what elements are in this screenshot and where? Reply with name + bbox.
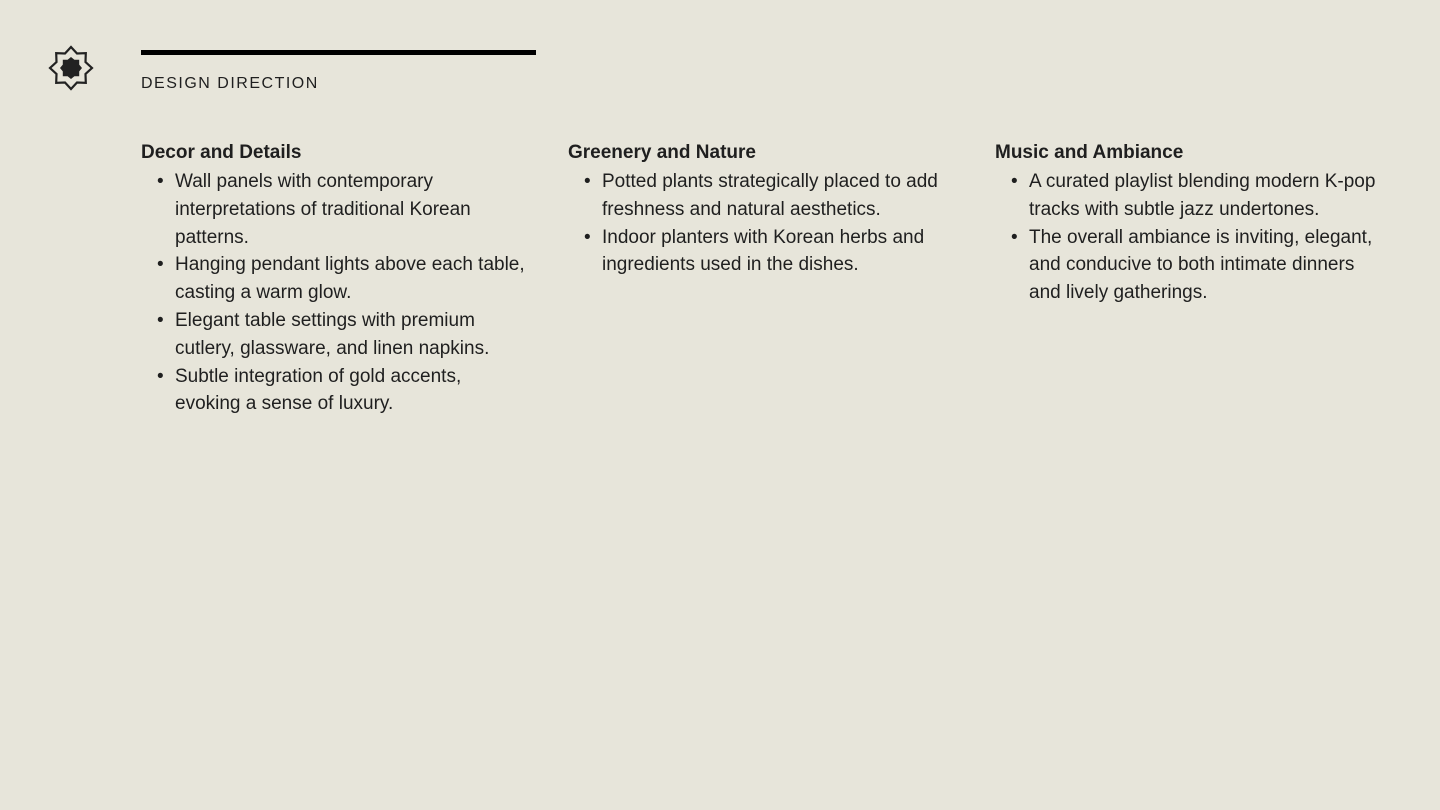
- list-item: • Potted plants strategically placed to add freshness and natural aesthetics.: [602, 168, 953, 224]
- list-item: • A curated playlist blending modern K-pop tracks with subtle jazz undertones.: [1029, 168, 1385, 224]
- column-title: Music and Ambiance: [995, 142, 1184, 163]
- octagram-star-icon: [48, 45, 94, 91]
- top-divider-rule: [141, 50, 536, 55]
- list-item: • Subtle integration of gold accents, evoking a sense of luxury.: [175, 363, 526, 419]
- list-item: • Elegant table settings with premium cutlery, glassware, and linen napkins.: [175, 307, 526, 363]
- bullet-list: [568, 168, 953, 279]
- column-title: Greenery and Nature: [568, 142, 756, 163]
- section-label: DESIGN DIRECTION: [141, 75, 319, 92]
- bullet-list: [141, 168, 526, 418]
- list-item: • Indoor planters with Korean herbs and ingredients used in the dishes.: [602, 224, 953, 280]
- list-item: • Wall panels with contemporary interpretations of traditional Korean patterns.: [175, 168, 526, 251]
- column-title: Decor and Details: [141, 142, 302, 163]
- bullet-list: [995, 168, 1385, 307]
- column-greenery-and-nature: [568, 140, 953, 279]
- list-item: • Hanging pendant lights above each table, casting a warm glow.: [175, 251, 526, 307]
- list-item: • The overall ambiance is inviting, elegant, and conducive to both intimate dinners and lively gatherings.: [1029, 224, 1385, 307]
- column-music-and-ambiance: [995, 140, 1385, 307]
- column-decor-and-details: [141, 140, 526, 418]
